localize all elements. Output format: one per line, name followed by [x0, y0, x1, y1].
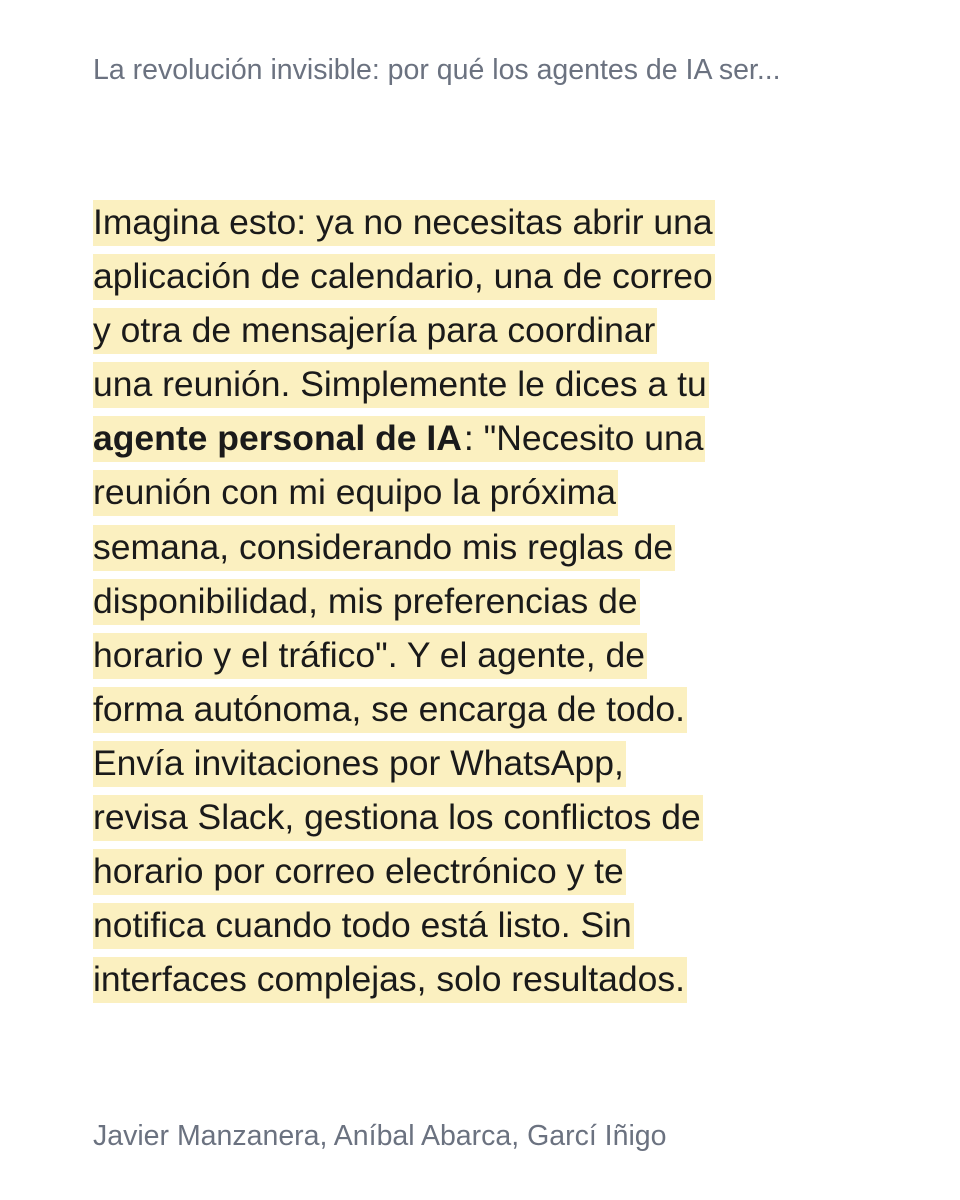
quote-line	[93, 956, 923, 1010]
quote-line	[93, 524, 923, 578]
quote-line-text: interfaces complejas, solo resultados.	[93, 957, 687, 1003]
quote-line	[93, 253, 923, 307]
quote-line	[93, 794, 923, 848]
quote-line	[93, 469, 923, 523]
quote-line	[93, 415, 923, 469]
quote-line-text: semana, considerando mis reglas de	[93, 525, 675, 571]
authors: Javier Manzanera, Aníbal Abarca, Garcí Iñigo	[93, 1120, 667, 1152]
quote-line-text: reunión con mi equipo la próxima	[93, 470, 618, 516]
quote-line-text: una reunión. Simplemente le dices a tu	[93, 362, 709, 408]
quote-line	[93, 578, 923, 632]
quote-line-text: Imagina esto: ya no necesitas abrir una	[93, 200, 715, 246]
quote-line-text: forma autónoma, se encarga de todo.	[93, 687, 687, 733]
quote-line	[93, 307, 923, 361]
quote-line	[93, 199, 923, 253]
quote-line-text: notifica cuando todo está listo. Sin	[93, 903, 634, 949]
quote-line-text: : "Necesito una	[464, 416, 706, 462]
quote-line	[93, 686, 923, 740]
quote-line	[93, 740, 923, 794]
quote-line	[93, 361, 923, 415]
quote-line	[93, 848, 923, 902]
article-title[interactable]: La revolución invisible: por qué los agentes de IA ser...	[93, 54, 781, 86]
quote-line	[93, 902, 923, 956]
quote-line-text: y otra de mensajería para coordinar	[93, 308, 657, 354]
quote-line-text: Envía invitaciones por WhatsApp,	[93, 741, 626, 787]
quote-line-text: horario y el tráfico". Y el agente, de	[93, 633, 647, 679]
highlighted-quote	[93, 199, 923, 1010]
quote-line-text: aplicación de calendario, una de correo	[93, 254, 715, 300]
quote-line-text: disponibilidad, mis preferencias de	[93, 579, 640, 625]
quote-line-text: revisa Slack, gestiona los conflictos de	[93, 795, 703, 841]
quote-line-text: horario por correo electrónico y te	[93, 849, 626, 895]
quote-line	[93, 632, 923, 686]
quote-bold-phrase: agente personal de IA	[93, 416, 464, 462]
